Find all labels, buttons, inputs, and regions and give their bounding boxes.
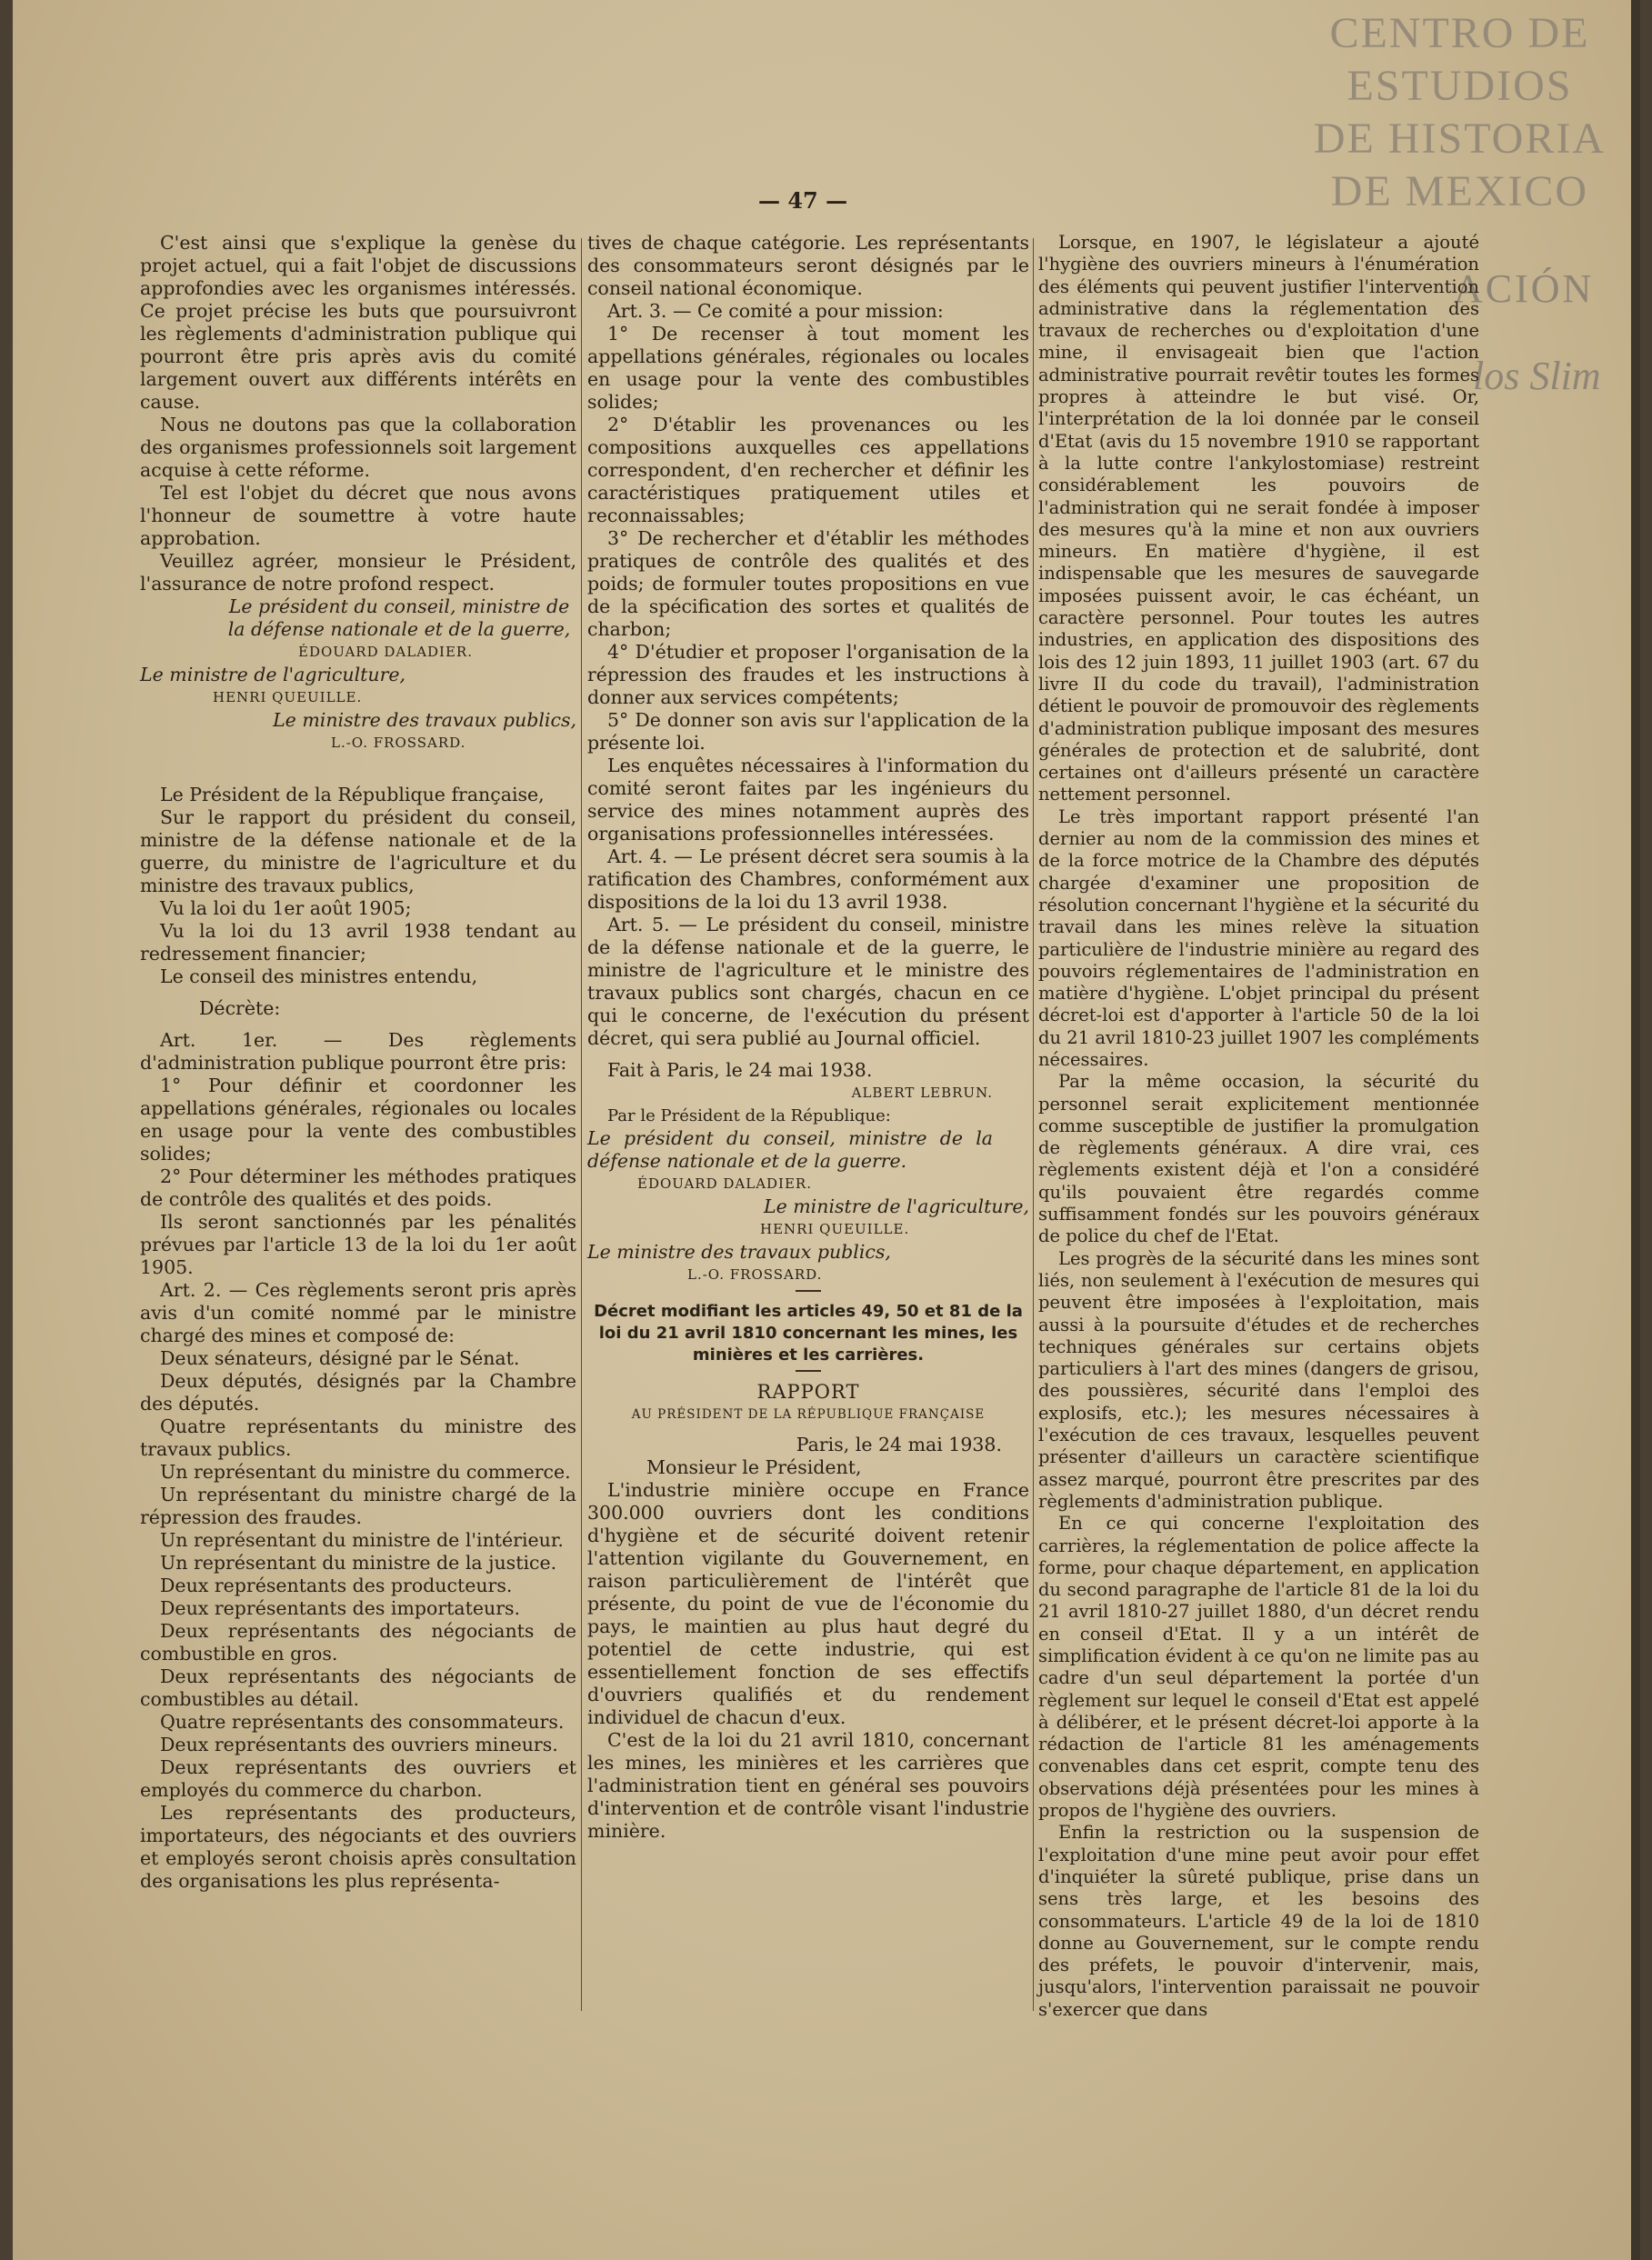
committee-member: Deux représentants des ouvriers mineurs. — [160, 1734, 558, 1755]
signature-title: Le ministre de l'agriculture, — [763, 1195, 1029, 1217]
committee-member: Deux députés, désignés par la Chambre des députés. — [140, 1370, 576, 1415]
column-rule-2 — [1033, 238, 1034, 2011]
committee-member: Deux sénateurs, désigné par le Sénat. — [160, 1347, 520, 1369]
paragraph: Les enquêtes nécessaires à l'information du comité seront faites par les ingénieurs du service des mines notamment auprès des organisations professionnelles intéressées. — [587, 755, 1029, 845]
preamble-line: Vu la loi du 1er août 1905; — [160, 897, 412, 919]
watermark-signature: los Slim — [1473, 354, 1601, 398]
paragraph: Lorsque, en 1907, le législateur a ajouté l'hygiène des ouvriers mineurs à l'énumération des éléments qui peuvent justifier l'intervention administrative dans la réglementation des travaux de recherches ou d'exploitation d'une mine, il envisageait bien que l'action administrative pourrait revêtir toutes les formes propres à atteindre le but visé. Or, l'interprétation de la loi donnée par le conseil d'Etat (avis du 15 novembre 1910 se rapportant à la lutte contre l'ankylostomiase) restreint considérablement les pouvoirs de l'administration qui ne serait fondée à imposer des mesures qu'à la mine et non aux ouvriers mineurs. En matière d'hygiène, il est indispensable que les mesures de sauvegarde imposées puissent avoir, le cas échéant, un caractère personnel. Pour toutes les autres industries, en application des dispositions des lois des 12 juin 1893, 11 juillet 1903 (art. 67 du livre II du code du travail), l'administration détient le pouvoir de promouvoir des règlements d'administration publique imposant des mesures générales de protection et de salubrité, dont certaines ont d'ailleurs présenté un caractère nettement personnel. — [1038, 232, 1479, 805]
rapport-date: Paris, le 24 mai 1938. — [796, 1434, 1002, 1455]
article-line: 1° Pour définir et coordonner les appellations générales, régionales ou locales en usage pour la vente des combustibles solides; — [140, 1075, 576, 1165]
paragraph: 4° D'étudier et proposer l'organisation de la répression des fraudes et les instructions à donner aux services compétents; — [587, 641, 1029, 708]
column-rule-1 — [581, 238, 582, 2011]
paragraph: Tel est l'objet du décret que nous avons l'honneur de soumettre à votre haute approbation. — [140, 482, 576, 549]
paragraph: 5° De donner son avis sur l'application de la présente loi. — [587, 709, 1029, 754]
paragraph: Le très important rapport présenté l'an dernier au nom de la commission des mines et de la force motrice de la Chambre des députés chargée d'examiner une proposition de résolution concernant l'hygiène et la sécurité du travail dans les mines relève la situation particulière de l'industrie minière au regard des pouvoirs réglementaires de l'administration en matière d'hygiène. L'objet principal du présent décret-loi est d'apporter à l'article 50 de la loi du 21 avril 1810-23 juillet 1907 les compléments nécessaires. — [1038, 805, 1479, 1070]
committee-member: Quatre représentants des consommateurs. — [160, 1711, 565, 1733]
paragraph: L'industrie minière occupe en France 300.000 ouvriers dont les conditions d'hygiène et de sécurité doivent retenir l'attention vigilante du Gouvernement, en raison particulièrement de l'intérêt que présente, du point de vue de l'économie du pays, le maintien au plus haut degré du potentiel de cette industrie, qui est essentiellement fonction de ses effectifs d'ouvriers qualifiés et du rendement individuel de chacun d'eux. — [587, 1479, 1029, 1728]
archive-watermark — [1314, 7, 1606, 218]
signature-intro: Par le Président de la République: — [607, 1106, 891, 1125]
paragraph: En ce qui concerne l'exploitation des carrières, la réglementation de police affecte la forme, pour chaque département, en application du second paragraphe de l'article 81 de la loi du 21 avril 1810-27 juillet 1880, d'un décret rendu en conseil d'Etat. Il y a un intérêt de simplification évident à ce qu'on ne limite pas au cadre d'un seul département la portée d'un règlement sur lequel le conseil d'Etat est appelé à délibérer, et le présent décret-loi apporte à la rédaction de l'article 81 les aménagements convenables dans cet esprit, compte tenu des observations déjà présentées pour les mines à propos de l'hygiène des ouvriers. — [1038, 1513, 1479, 1822]
paragraph: Art. 3. — Ce comité a pour mission: — [607, 300, 944, 322]
committee-member: Un représentant du ministre du commerce. — [160, 1461, 571, 1483]
rapport-title: RAPPORT — [756, 1381, 860, 1403]
committee-member: Quatre représentants du ministre des travaux publics. — [140, 1415, 576, 1460]
signing-date: Fait à Paris, le 24 mai 1938. — [607, 1059, 873, 1081]
page-edge-shadow — [1631, 0, 1640, 2260]
column-2 — [587, 232, 1029, 1843]
paragraph: Les progrès de la sécurité dans les mines sont liés, non seulement à l'exécution de mesures qui peuvent être imposées à l'exploitation, mais aussi à la poursuite d'études et de recherches techniques générales sur certains objets particuliers à l'art des mines (dangers de grisou, des poussières, sécurité dans l'emploi des explosifs, etc.); les mesures nécessaires à l'exécution de ces travaux, lesquelles peuvent présenter d'ailleurs un caractère scientifique assez marqué, pourront être prescrites par des règlements d'administration publique. — [1038, 1247, 1479, 1512]
paragraph: Par la même occasion, la sécurité du personnel serait explicitement mentionnée comme susceptible de justifier la promulgation de règlements généraux. A dire vrai, ces règlements existent déjà et l'on a considéré qu'ils pouvaient être regardés comme suffisamment fondés sur les pouvoirs généraux de police du chef de l'Etat. — [1038, 1071, 1479, 1247]
signature-name: L.-O. FROSSARD. — [331, 735, 466, 751]
paragraph: Enfin la restriction ou la suspension de l'exploitation d'une mine peut avoir pour effet d'inquiéter la sûreté publique, prise dans un sens très large, et les besoins des consommateurs. L'article 49 de la loi de 1810 donne au Gouvernement, sur le compte rendu des préfets, le pouvoir d'intervenir, mais, jusqu'alors, l'intervention paraissait ne pouvoir s'exercer que dans — [1038, 1822, 1479, 2020]
article-line: Ils seront sanctionnés par les pénalités prévues par l'article 13 de la loi du 1er août 1905. — [140, 1211, 576, 1278]
paragraph: 2° D'établir les provenances ou les compositions auxquelles ces appellations correspondent, d'en rechercher et définir les caractéristiques pratiquement utiles et reconnaissables; — [587, 414, 1029, 526]
article-line: Art. 2. — Ces règlements seront pris après avis d'un comité nommé par le ministre chargé des mines et composé de: — [140, 1279, 576, 1346]
article-line: Les représentants des producteurs, importateurs, des négociants et des ouvriers et employés seront choisis après consultation des organisations les plus représenta- — [140, 1802, 576, 1892]
signature-name: ÉDOUARD DALADIER. — [637, 1175, 812, 1192]
preamble-line: Vu la loi du 13 avril 1938 tendant au redressement financier; — [140, 920, 576, 965]
preamble-line: Sur le rapport du président du conseil, ministre de la défense nationale et de la guerre, du ministre de l'agriculture et du ministre des travaux publics, — [140, 806, 576, 896]
watermark-fragment: ACIÓN — [1454, 266, 1595, 311]
committee-member: Deux représentants des négociants de combustibles au détail. — [140, 1665, 576, 1710]
signature-title: Le ministre des travaux publics, — [273, 709, 576, 731]
watermark-line: CENTRO DE — [1329, 9, 1590, 57]
article-line: 2° Pour déterminer les méthodes pratiques de contrôle des qualités et des poids. — [140, 1165, 576, 1210]
paragraph: Art. 4. — Le présent décret sera soumis à la ratification des Chambres, conformément aux dispositions de la loi du 13 avril 1938. — [587, 845, 1029, 913]
committee-member: Un représentant du ministre chargé de la répression des fraudes. — [140, 1484, 576, 1528]
signature-title: Le ministre de l'agriculture, — [140, 664, 406, 685]
paragraph: 3° De rechercher et d'établir les méthodes pratiques de contrôle des qualités et des poids; de formuler toutes propositions en vue de la spécification des sortes et qualités de charbon; — [587, 527, 1029, 640]
column-1 — [140, 232, 576, 1893]
newspaper-page — [13, 0, 1640, 2260]
paragraph: Art. 5. — Le président du conseil, ministre de la défense nationale et de la guerre, le ministre de l'agriculture et le ministre des travaux publics sont chargés, chacun en ce qui le concerne, de l'exécution du présent décret, qui sera publié au Journal officiel. — [587, 914, 1029, 1049]
column-3 — [1038, 232, 1479, 2021]
watermark-line: DE HISTORIA — [1313, 115, 1606, 163]
paragraph: Nous ne doutons pas que la collaboration des organismes professionnels soit largement acquise à cette réforme. — [140, 414, 576, 481]
committee-member: Deux représentants des producteurs. — [160, 1575, 513, 1596]
paragraph: C'est de la loi du 21 avril 1810, concernant les mines, les minières et les carrières que l'administration tient en général ses pouvoirs d'intervention et de contrôle visant l'industrie minière. — [587, 1729, 1029, 1842]
paragraph: C'est ainsi que s'explique la genèse du projet actuel, qui a fait l'objet de discussions approfondies avec les organismes intéressés. Ce projet précise les buts que poursuivront les règlements d'administration publique qui pourront être pris après avis du comité largement ouvert aux différents intérêts en cause. — [140, 232, 576, 413]
committee-member: Deux représentants des ouvriers et employés du commerce du charbon. — [140, 1756, 576, 1801]
committee-member: Deux représentants des importateurs. — [160, 1597, 521, 1619]
committee-member: Un représentant du ministre de la justice. — [160, 1552, 557, 1574]
signature-name: ALBERT LEBRUN. — [851, 1085, 993, 1101]
preamble-line: Le Président de la République française, — [160, 784, 545, 805]
committee-member: Un représentant du ministre de l'intérieur. — [160, 1529, 564, 1551]
decrete-heading: Décrète: — [199, 997, 281, 1019]
watermark-line: DE MEXICO — [1330, 167, 1589, 215]
committee-member: Deux représentants des négociants de combustible en gros. — [140, 1620, 576, 1665]
decree-heading: Décret modifiant les articles 49, 50 et 81 de la loi du 21 avril 1810 concernant les mines, les minières et les carrières. — [594, 1302, 1023, 1365]
paragraph: 1° De recenser à tout moment les appellations générales, régionales ou locales en usage pour la vente des combustibles solides; — [587, 323, 1029, 413]
page-number: — 47 — — [758, 187, 848, 214]
salutation: Monsieur le Président, — [646, 1456, 862, 1478]
preamble-line: Le conseil des ministres entendu, — [160, 965, 478, 987]
signature-name: HENRI QUEUILLE. — [760, 1221, 910, 1237]
section-divider — [796, 1370, 821, 1372]
paragraph: tives de chaque catégorie. Les représentants des consommateurs seront désignés par le conseil national économique. — [587, 232, 1029, 299]
watermark-line: ESTUDIOS — [1347, 62, 1573, 110]
signature-title: Le président du conseil, ministre de la défense nationale et de la guerre, — [227, 595, 571, 640]
signature-name: HENRI QUEUILLE. — [213, 689, 363, 705]
signature-name: ÉDOUARD DALADIER. — [298, 644, 473, 660]
rapport-subtitle: AU PRÉSIDENT DE LA RÉPUBLIQUE FRANÇAISE — [631, 1407, 986, 1422]
article-line: Art. 1er. — Des règlements d'administration publique pourront être pris: — [140, 1029, 576, 1074]
signature-title: Le président du conseil, ministre de la défense nationale et de la guerre. — [587, 1127, 993, 1172]
signature-title: Le ministre des travaux publics, — [587, 1241, 891, 1263]
paragraph: Veuillez agréer, monsieur le Président, l'assurance de notre profond respect. — [140, 550, 576, 595]
signature-name: L.-O. FROSSARD. — [687, 1266, 823, 1283]
